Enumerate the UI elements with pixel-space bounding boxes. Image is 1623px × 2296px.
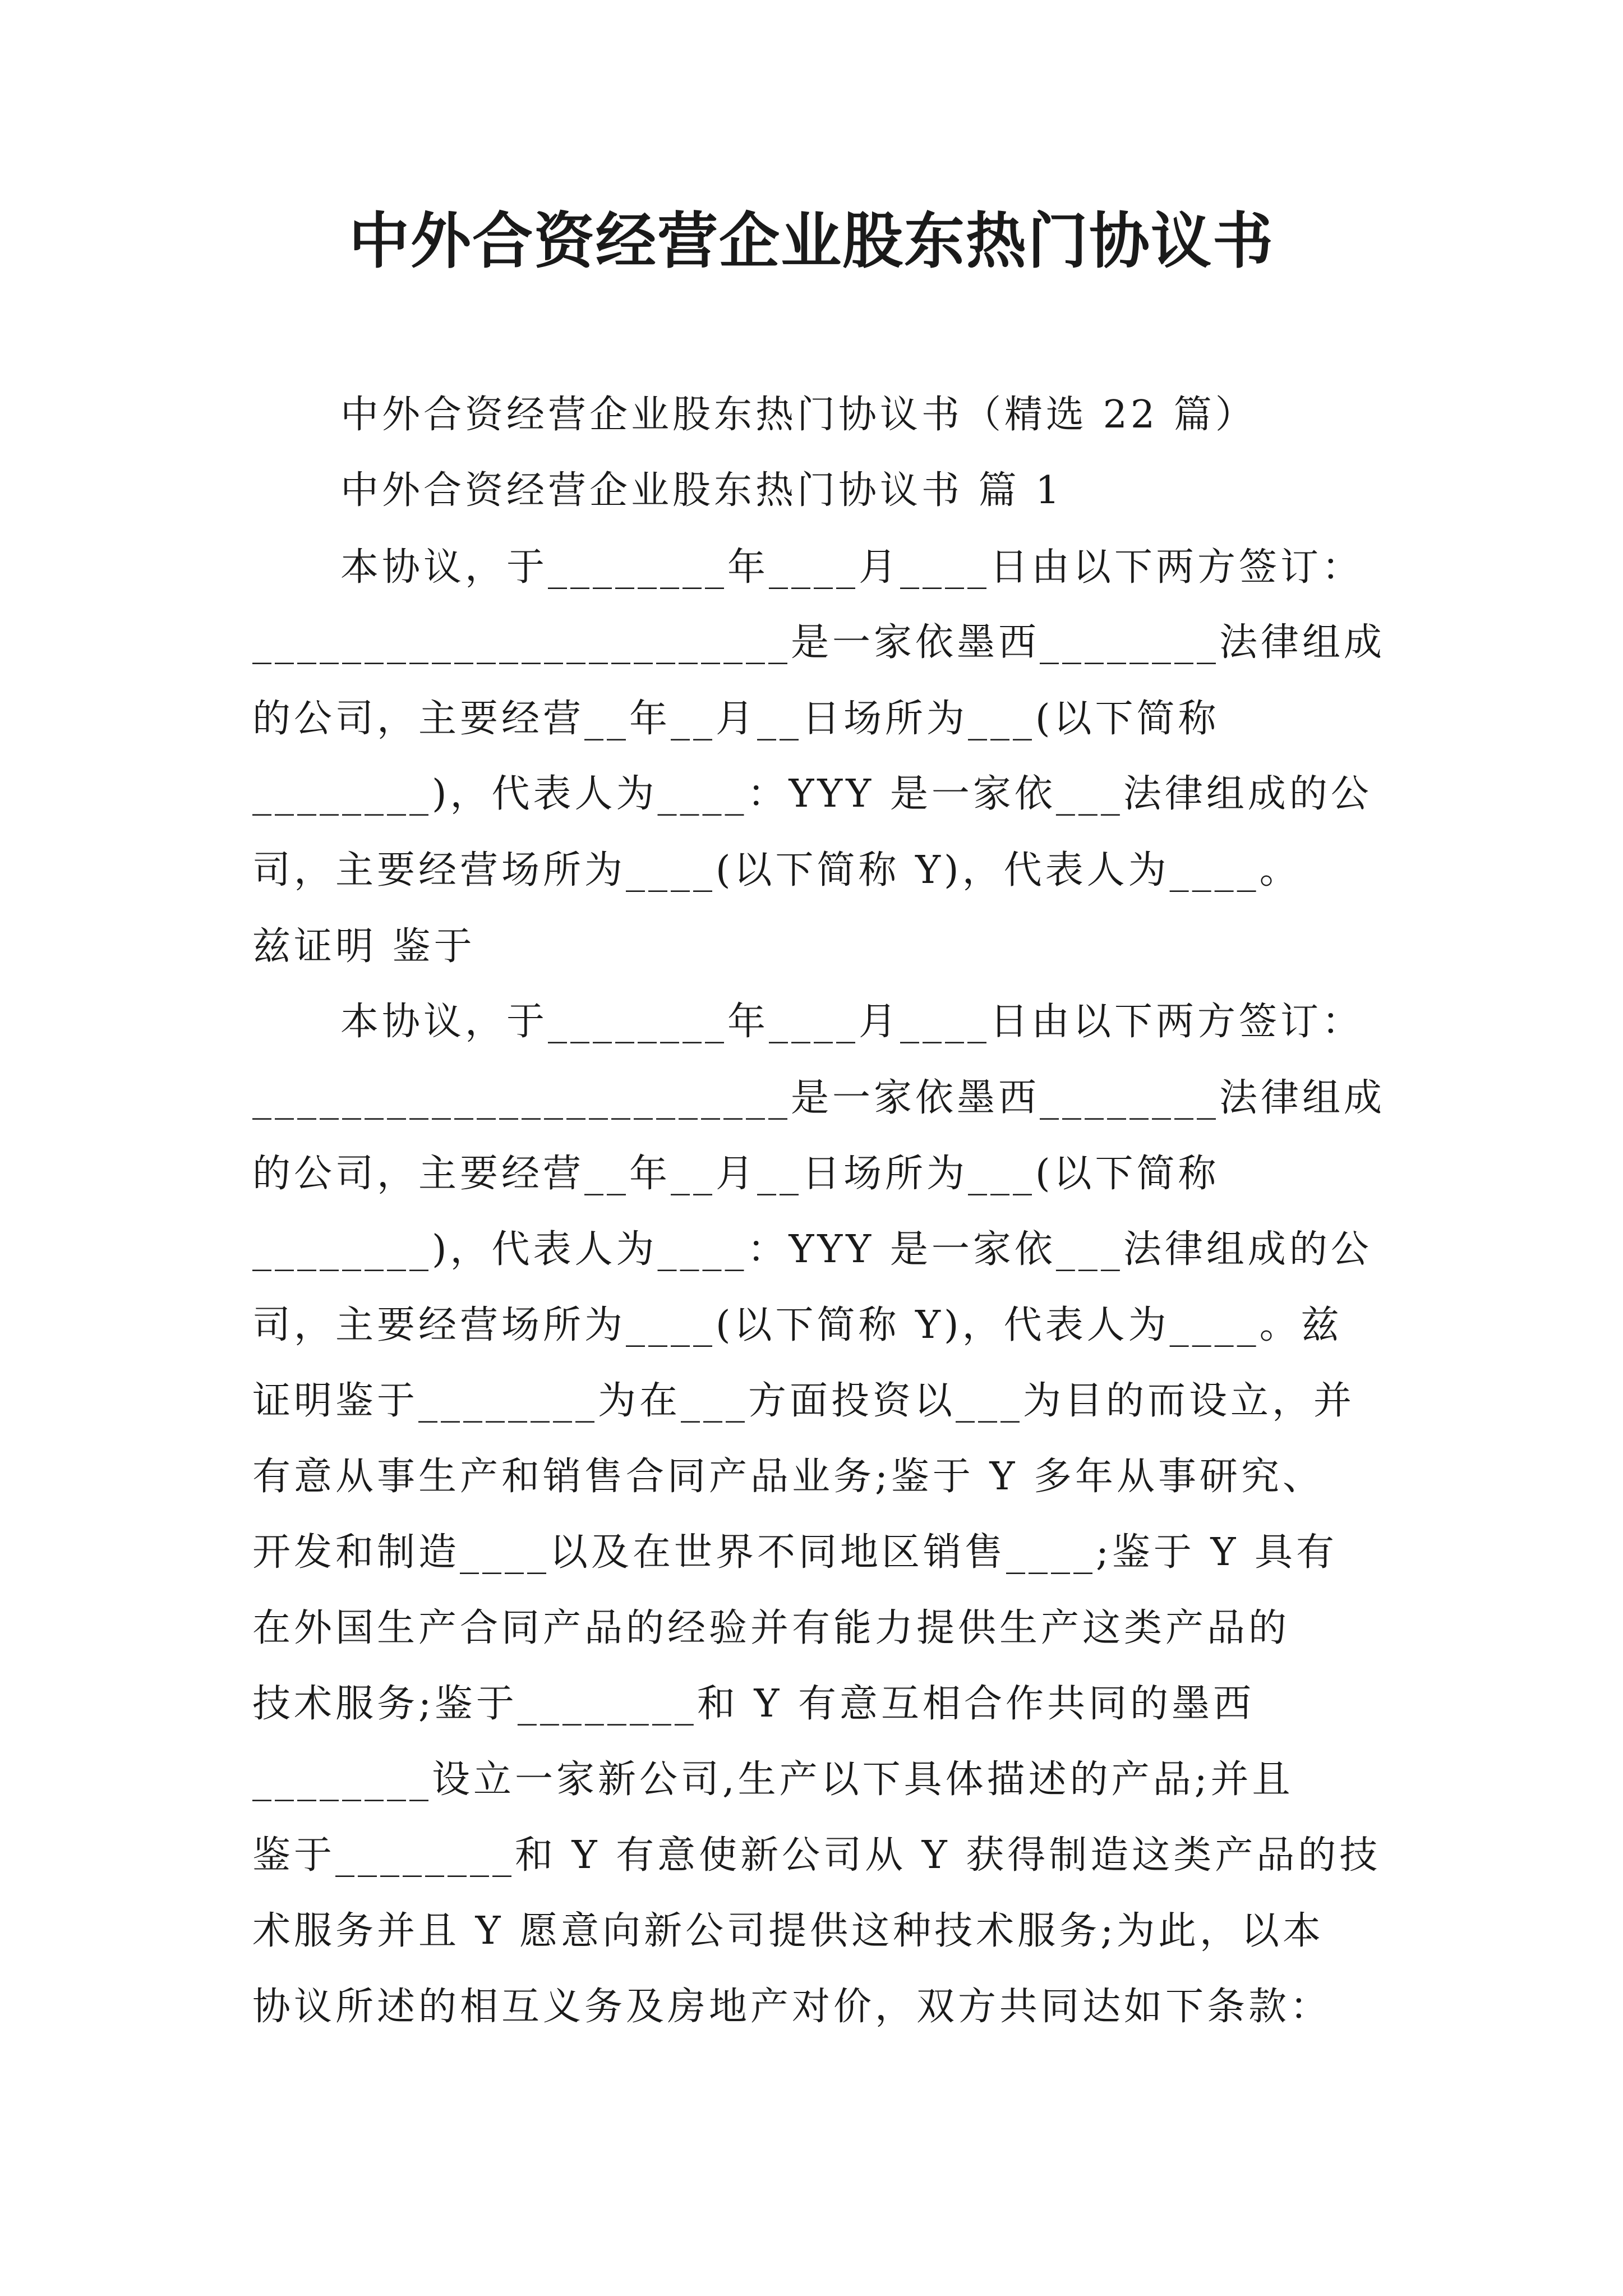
paragraph-line: 开发和制造____以及在世界不同地区销售____;鉴于 Y 具有 (252, 1530, 1338, 1575)
paragraph-line: 的公司，主要经营__年__月__日场所为___(以下简称 (252, 1152, 1220, 1196)
section-heading: 中外合资经营企业股东热门协议书 篇 1 (340, 468, 1063, 513)
paragraph-line: 技术服务;鉴于________和 Y 有意互相合作共同的墨西 (252, 1682, 1255, 1726)
paragraph-line: 有意从事生产和销售合同产品业务;鉴于 Y 多年从事研究、 (252, 1455, 1325, 1499)
paragraph-line: ________设立一家新公司,生产以下具体描述的产品;并且 (252, 1757, 1294, 1802)
paragraph-line: 本协议，于________年____月____日由以下两方签订： (340, 1000, 1364, 1044)
paragraph-line: 证明鉴于________为在___方面投资以___为目的而设立，并 (252, 1379, 1355, 1423)
paragraph-line: ________)，代表人为____：YYY 是一家依___法律组成的公 (252, 1227, 1372, 1272)
paragraph-line: 术服务并且 Y 愿意向新公司提供这种技术服务;为此，以本 (252, 1909, 1325, 1953)
subtitle-line: 中外合资经营企业股东热门协议书（精选 22 篇） (340, 393, 1257, 437)
paragraph-line: 司，主要经营场所为____(以下简称 Y)，代表人为____。 (252, 848, 1301, 892)
paragraph-line: ________)，代表人为____：YYY 是一家依___法律组成的公 (252, 772, 1372, 816)
paragraph-line: 协议所述的相互义务及房地产对价，双方共同达如下条款： (252, 1985, 1332, 2029)
paragraph-line: 的公司，主要经营__年__月__日场所为___(以下简称 (252, 697, 1220, 741)
paragraph-line: 司，主要经营场所为____(以下简称 Y)，代表人为____。兹 (252, 1303, 1343, 1347)
paragraph-line: 在外国生产合同产品的经验并有能力提供生产这类产品的 (252, 1606, 1290, 1650)
document-title: 中外合资经营企业股东热门协议书 (348, 206, 1274, 277)
paragraph-line: 本协议，于________年____月____日由以下两方签订： (340, 545, 1364, 590)
paragraph-line: 兹证明 鉴于 (252, 924, 476, 969)
paragraph-line: ________________________是一家依墨西________法律组成 (252, 620, 1386, 665)
paragraph-line: ________________________是一家依墨西________法律组成 (252, 1076, 1386, 1120)
paragraph-line: 鉴于________和 Y 有意使新公司从 Y 获得制造这类产品的技 (252, 1833, 1381, 1878)
